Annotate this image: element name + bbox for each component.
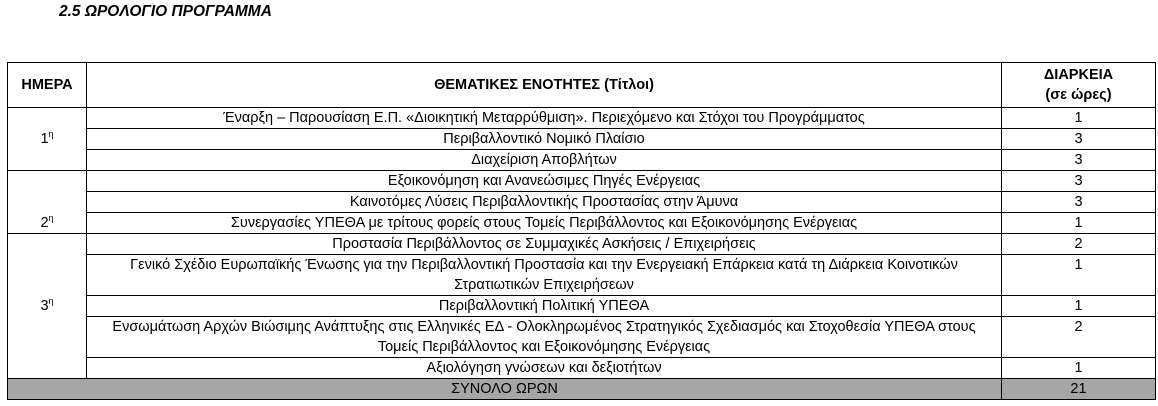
day-suffix: η [48, 213, 54, 224]
header-duration [1002, 63, 1156, 108]
section-heading: 2.5 ΩΡΟΛΟΓΙΟ ΠΡΟΓΡΑΜΜΑ [59, 3, 272, 20]
session-title: Εξοικονόμηση και Ανανεώσιμες Πηγές Ενέργειας [87, 171, 1002, 192]
table-row [8, 192, 1156, 213]
session-hours: 3 [1002, 129, 1156, 150]
session-hours: 1 [1002, 296, 1156, 317]
header-day: ΗΜΕΡΑ [8, 63, 87, 108]
table-row [8, 296, 1156, 317]
session-title: Έναρξη – Παρουσίαση Ε.Π. «Διοικητική Μεταρρύθμιση». Περιεχόμενο και Στόχοι του Προγράμματος [87, 108, 1002, 129]
day-cell [8, 108, 87, 171]
day-suffix: η [48, 129, 54, 140]
session-title: Συνεργασίες ΥΠΕΘΑ με τρίτους φορείς στους Τομείς Περιβάλλοντος και Εξοικονόμησης Ενέργειας [87, 213, 1002, 234]
day-number: 2 [40, 215, 49, 231]
session-title: Αξιολόγηση γνώσεων και δεξιοτήτων [87, 358, 1002, 379]
header-duration-line2: (σε ώρες) [1045, 87, 1112, 103]
day-number: 3 [40, 298, 49, 314]
total-hours: 21 [1002, 379, 1156, 400]
day-suffix: η [48, 296, 54, 307]
session-hours: 1 [1002, 213, 1156, 234]
session-hours: 3 [1002, 150, 1156, 171]
session-title: Προστασία Περιβάλλοντος σε Συμμαχικές Ασκήσεις / Επιχειρήσεις [87, 234, 1002, 255]
session-hours: 2 [1002, 234, 1156, 255]
table-row [8, 150, 1156, 171]
session-hours: 3 [1002, 192, 1156, 213]
table-header-row [8, 63, 1156, 108]
table-row [8, 171, 1156, 192]
table-row [8, 358, 1156, 379]
session-title: Καινοτόμες Λύσεις Περιβαλλοντικής Προστασίας στην Άμυνα [87, 192, 1002, 213]
session-title: Ενσωμάτωση Αρχών Βιώσιμης Ανάπτυξης στις Ελληνικές ΕΔ - Ολοκληρωμένος Στρατηγικός Σχεδιασμός και Στοχοθεσία ΥΠΕΘΑ στους Τομείς Περιβάλλοντος και Εξοικονόμησης Ενέργειας [87, 317, 1002, 358]
table-row [8, 108, 1156, 129]
session-title: Περιβαλλοντικό Νομικό Πλαίσιο [87, 129, 1002, 150]
day-cell [8, 234, 87, 379]
header-topics: ΘΕΜΑΤΙΚΕΣ ΕΝΟΤΗΤΕΣ (Τίτλοι) [87, 63, 1002, 108]
table-row [8, 213, 1156, 234]
table-row [8, 234, 1156, 255]
day-number: 1 [40, 131, 49, 147]
session-title: Διαχείριση Αποβλήτων [87, 150, 1002, 171]
session-hours: 1 [1002, 108, 1156, 129]
total-label: ΣΥΝΟΛΟ ΩΡΩΝ [8, 379, 1002, 400]
table-row [8, 317, 1156, 358]
header-duration-line1: ΔΙΑΡΚΕΙΑ [1043, 67, 1114, 83]
session-title: Γενικό Σχέδιο Ευρωπαϊκής Ένωσης για την Περιβαλλοντική Προστασία και την Ενεργειακή Επάρκεια κατά τη Διάρκεια Κοινοτικών Στρατιωτικών Επιχειρήσεων [87, 255, 1002, 296]
session-title: Περιβαλλοντική Πολιτική ΥΠΕΘΑ [87, 296, 1002, 317]
session-hours: 1 [1002, 255, 1156, 296]
session-hours: 2 [1002, 317, 1156, 358]
session-hours: 1 [1002, 358, 1156, 379]
schedule-table [7, 62, 1156, 400]
day-cell [8, 171, 87, 234]
table-row [8, 129, 1156, 150]
session-hours: 3 [1002, 171, 1156, 192]
total-row [8, 379, 1156, 400]
table-row [8, 255, 1156, 296]
